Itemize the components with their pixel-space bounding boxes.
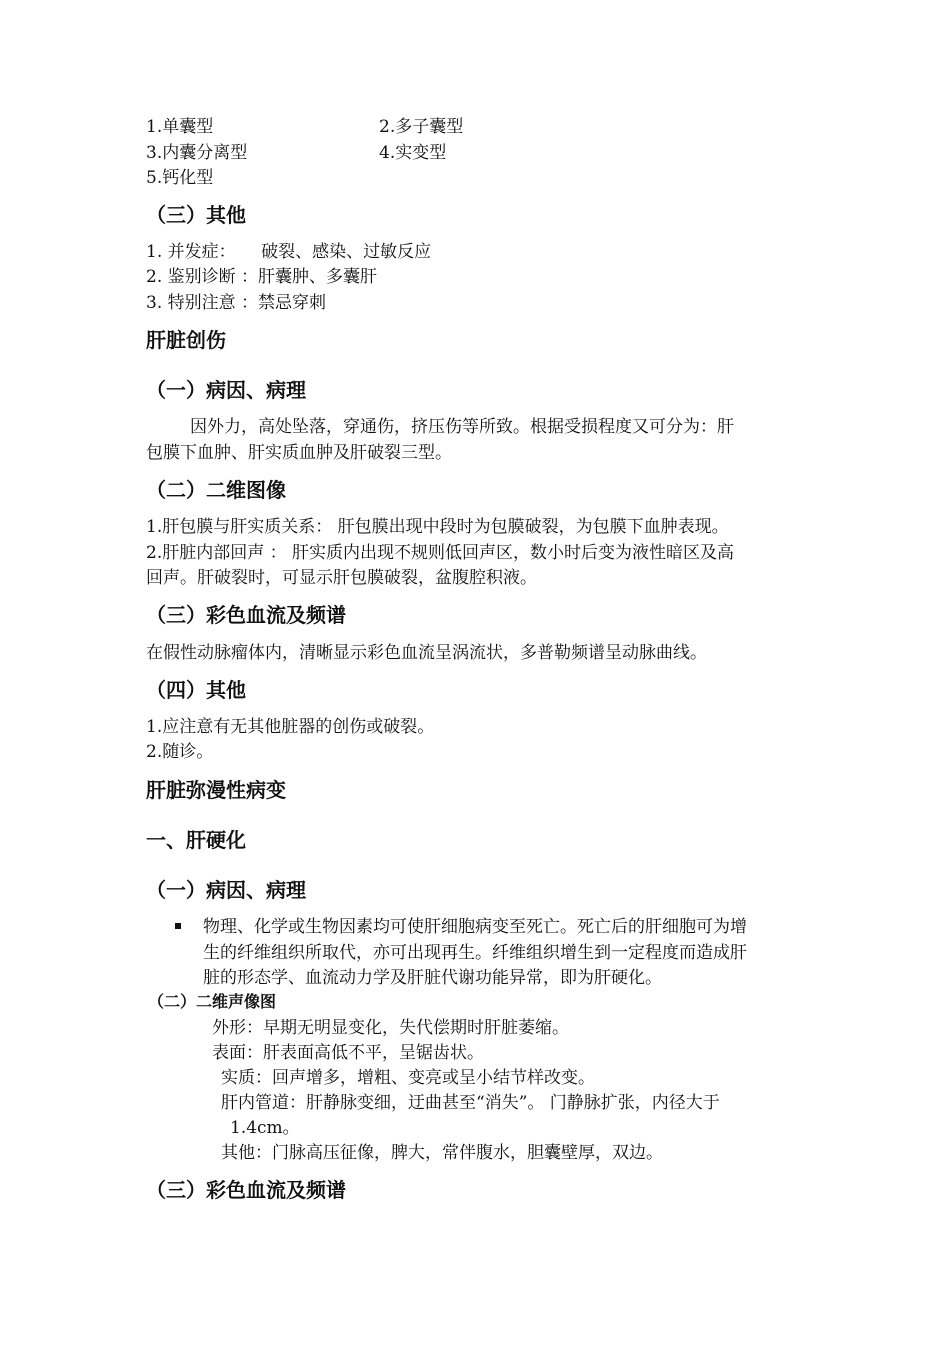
bullet-line: 物理、化学或生物因素均可使肝细胞病变至死亡。死亡后的肝细胞可为增 [203, 917, 747, 937]
section-heading: （二）二维图像 [146, 478, 286, 502]
section-heading: （四）其他 [146, 678, 246, 702]
paragraph-line: 回声。肝破裂时，可显示肝包膜破裂，盆腹腔积液。 [146, 568, 537, 588]
paragraph-line: 包膜下血肿、肝实质血肿及肝破裂三型。 [146, 443, 452, 463]
section-heading: （二）二维声像图 [148, 992, 277, 1011]
paragraph-line: 1.肝包膜与肝实质关系： 肝包膜出现中段时为包膜破裂，为包膜下血肿表现。 [146, 517, 729, 537]
type-item: 1.单囊型 [146, 117, 214, 137]
list-item: 1. 并发症： 破裂、感染、过敏反应 [146, 242, 432, 262]
section-heading: （三）其他 [146, 203, 246, 227]
paragraph-line: 因外力，高处坠落，穿通伤，挤压伤等所致。根据受损程度又可分为：肝 [190, 417, 734, 437]
type-item: 5.钙化型 [146, 168, 214, 188]
bullet-line: 生的纤维组织所取代，亦可出现再生。纤维组织增生到一定程度而造成肝 [203, 943, 747, 963]
paragraph-line: 1.4cm。 [230, 1118, 300, 1138]
type-item: 4.实变型 [379, 143, 447, 163]
section-heading: （三）彩色血流及频谱 [146, 603, 346, 627]
type-item: 2.多子囊型 [379, 117, 464, 137]
chapter-title: 肝脏创伤 [146, 328, 226, 352]
list-item: 2.随诊。 [146, 742, 214, 762]
paragraph-line: 在假性动脉瘤体内，清晰显示彩色血流呈涡流状，多普勒频谱呈动脉曲线。 [146, 643, 707, 663]
section-heading: （一）病因、病理 [146, 878, 306, 902]
list-item: 3. 特别注意 ：禁忌穿刺 [146, 293, 327, 313]
section-heading: （三）彩色血流及频谱 [146, 1178, 346, 1202]
paragraph-line: 其他：门脉高压征像，脾大，常伴腹水，胆囊壁厚，双边。 [221, 1143, 663, 1163]
bullet-line: 脏的形态学、血流动力学及肝脏代谢功能异常，即为肝硬化。 [203, 968, 662, 988]
paragraph-line: 外形：早期无明显变化，失代偿期时肝脏萎缩。 [212, 1018, 569, 1038]
type-item: 3.内囊分离型 [146, 143, 248, 163]
paragraph-line: 表面：肝表面高低不平，呈锯齿状。 [212, 1043, 484, 1063]
list-item: 2. 鉴别诊断 ：肝囊肿、多囊肝 [146, 267, 378, 287]
list-item: 1.应注意有无其他脏器的创伤或破裂。 [146, 717, 435, 737]
paragraph-line: 2.肝脏内部回声 ： 肝实质内出现不规则低回声区，数小时后变为液性暗区及高 [146, 543, 735, 563]
paragraph-line: 肝内管道：肝静脉变细，迂曲甚至“消失”。 门静脉扩张，内径大于 [221, 1093, 720, 1113]
paragraph-line: 实质：回声增多，增粗、变亮或呈小结节样改变。 [221, 1068, 595, 1088]
square-bullet-icon [175, 923, 181, 929]
subchapter-title: 一、肝硬化 [146, 828, 246, 852]
section-heading: （一）病因、病理 [146, 378, 306, 402]
chapter-title: 肝脏弥漫性病变 [146, 778, 286, 802]
